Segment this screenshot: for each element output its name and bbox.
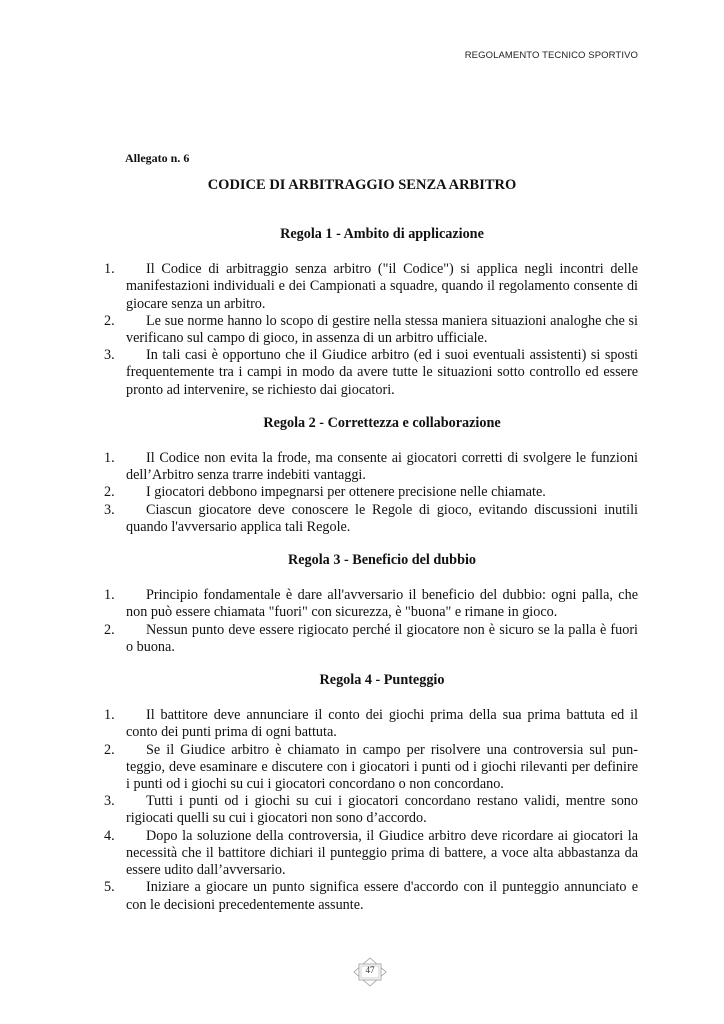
item-text: I giocatori debbono impegnarsi per ottenere precisione nelle chiamate. [146, 484, 546, 501]
rule-item [104, 450, 638, 484]
page-number-label: 47 [365, 965, 375, 975]
rule-item [104, 347, 638, 399]
item-number: 2. [104, 621, 115, 638]
rule-heading: Regola 3 - Beneficio del dubbio [288, 552, 476, 569]
rule-item [104, 261, 638, 313]
item-number: 4. [104, 827, 115, 844]
rule-item [104, 313, 638, 347]
item-text: Se il Giudice arbitro è chiamato in campo per risolvere una controversia sul punteggio, deve esaminare e discutere con i giocatori i punti od i giochi rilevanti per definire i punti od i giochi su cui i giocatori concordano o non concordano. [126, 741, 638, 793]
rule-heading: Regola 2 - Correttezza e collaborazione [263, 414, 501, 431]
rule-section-4 [104, 672, 638, 914]
running-header: REGOLAMENTO TECNICO SPORTIVO [464, 50, 638, 61]
item-number: 3. [104, 793, 115, 810]
rule-section-2 [104, 415, 638, 536]
item-text: Le sue norme hanno lo scopo di gestire nella stessa maniera situazioni analoghe che si verificano sul campo di gioco, in assenza di un arbitro ufficiale. [126, 312, 638, 347]
item-text: Nessun punto deve essere rigiocato perché il giocatore non è sicuro se la palla è fuori o buona. [126, 621, 638, 655]
item-text: Il Codice di arbitraggio senza arbitro ("il Codice") si applica negli incontri delle manifestazioni individuali e dei Campionati a squadre, quando il regolamento consente di giocare senza un arbitro. [126, 261, 638, 312]
item-text: Il Codice non evita la frode, ma consente ai giocatori corretti di svolgere le funzioni dell’Arbitro senza trarre indebiti vantaggi. [126, 450, 638, 484]
rule-item [104, 742, 638, 794]
item-number: 3. [104, 347, 115, 364]
item-text: Iniziare a giocare un punto significa essere d'accordo con il punteggio annunciato e con le decisioni precedentemente assunte. [126, 879, 638, 913]
item-number: 1. [104, 587, 115, 604]
rule-item [104, 793, 638, 827]
item-text: Ciascun giocatore deve conoscere le Regole di gioco, evitando discussioni inutili quando l'avversario applica tali Regole. [126, 501, 638, 535]
item-number: 1. [104, 450, 115, 467]
rule-item [104, 828, 638, 880]
rule-item [104, 484, 638, 501]
item-number: 5. [104, 879, 115, 896]
item-text: In tali casi è opportuno che il Giudice arbitro (ed i suoi eventuali assistenti) si sposti frequentemente tra i campi in modo da avere tutte le situazioni sotto controllo ed essere pronto ad intervenire, se richiesto dai giocatori. [126, 347, 638, 398]
item-number: 2. [104, 484, 115, 501]
rule-section-1 [104, 226, 638, 399]
item-number: 3. [104, 501, 115, 518]
item-number: 1. [104, 707, 115, 724]
rule-item [104, 622, 638, 656]
item-number: 1. [104, 261, 115, 278]
rule-item [104, 587, 638, 621]
rule-heading: Regola 4 - Punteggio [319, 672, 445, 689]
rule-item [104, 502, 638, 536]
item-text: Principio fondamentale è dare all'avversario il beneficio del dubbio: ogni palla, che non può essere chiamata "fuori" con sicurezza, è "buona" e rimane in gioco. [126, 587, 638, 621]
item-text: Dopo la soluzione della controversia, il Giudice arbitro deve ricordare ai giocatori la necessità che il battitore dichiari il punteggio prima di battere, a voce alta abbastanza da essere udito dall’avversario. [126, 827, 638, 879]
rule-heading: Regola 1 - Ambito di applicazione [280, 226, 484, 242]
item-text: Il battitore deve annunciare il conto dei giochi prima della sua prima battuta ed il conto dei punti prima di ogni battuta. [126, 707, 638, 741]
annex-label: Allegato n. 6 [125, 151, 190, 165]
page-number [353, 957, 387, 987]
item-number: 2. [104, 312, 115, 329]
rule-item [104, 879, 638, 913]
document-title: CODICE DI ARBITRAGGIO SENZA ARBITRO [207, 177, 517, 193]
document-body [104, 226, 638, 930]
item-number: 2. [104, 741, 115, 758]
rule-item [104, 707, 638, 741]
rule-section-3 [104, 552, 638, 656]
item-text: Tutti i punti od i giochi su cui i giocatori concordano restano validi, mentre sono rigiocati quelli su cui i giocatori non sono d’accordo. [126, 793, 638, 827]
